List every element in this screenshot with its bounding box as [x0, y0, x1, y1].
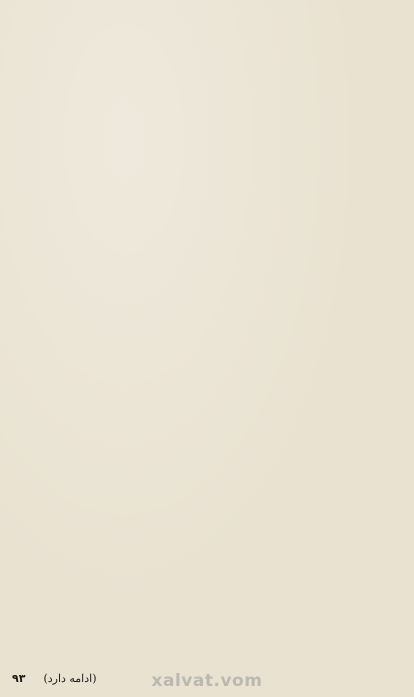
- page-number: ۹۳: [12, 671, 26, 685]
- continued-note: (ادامه دارد): [43, 671, 97, 685]
- watermark-text: xalvat.vom: [151, 671, 263, 691]
